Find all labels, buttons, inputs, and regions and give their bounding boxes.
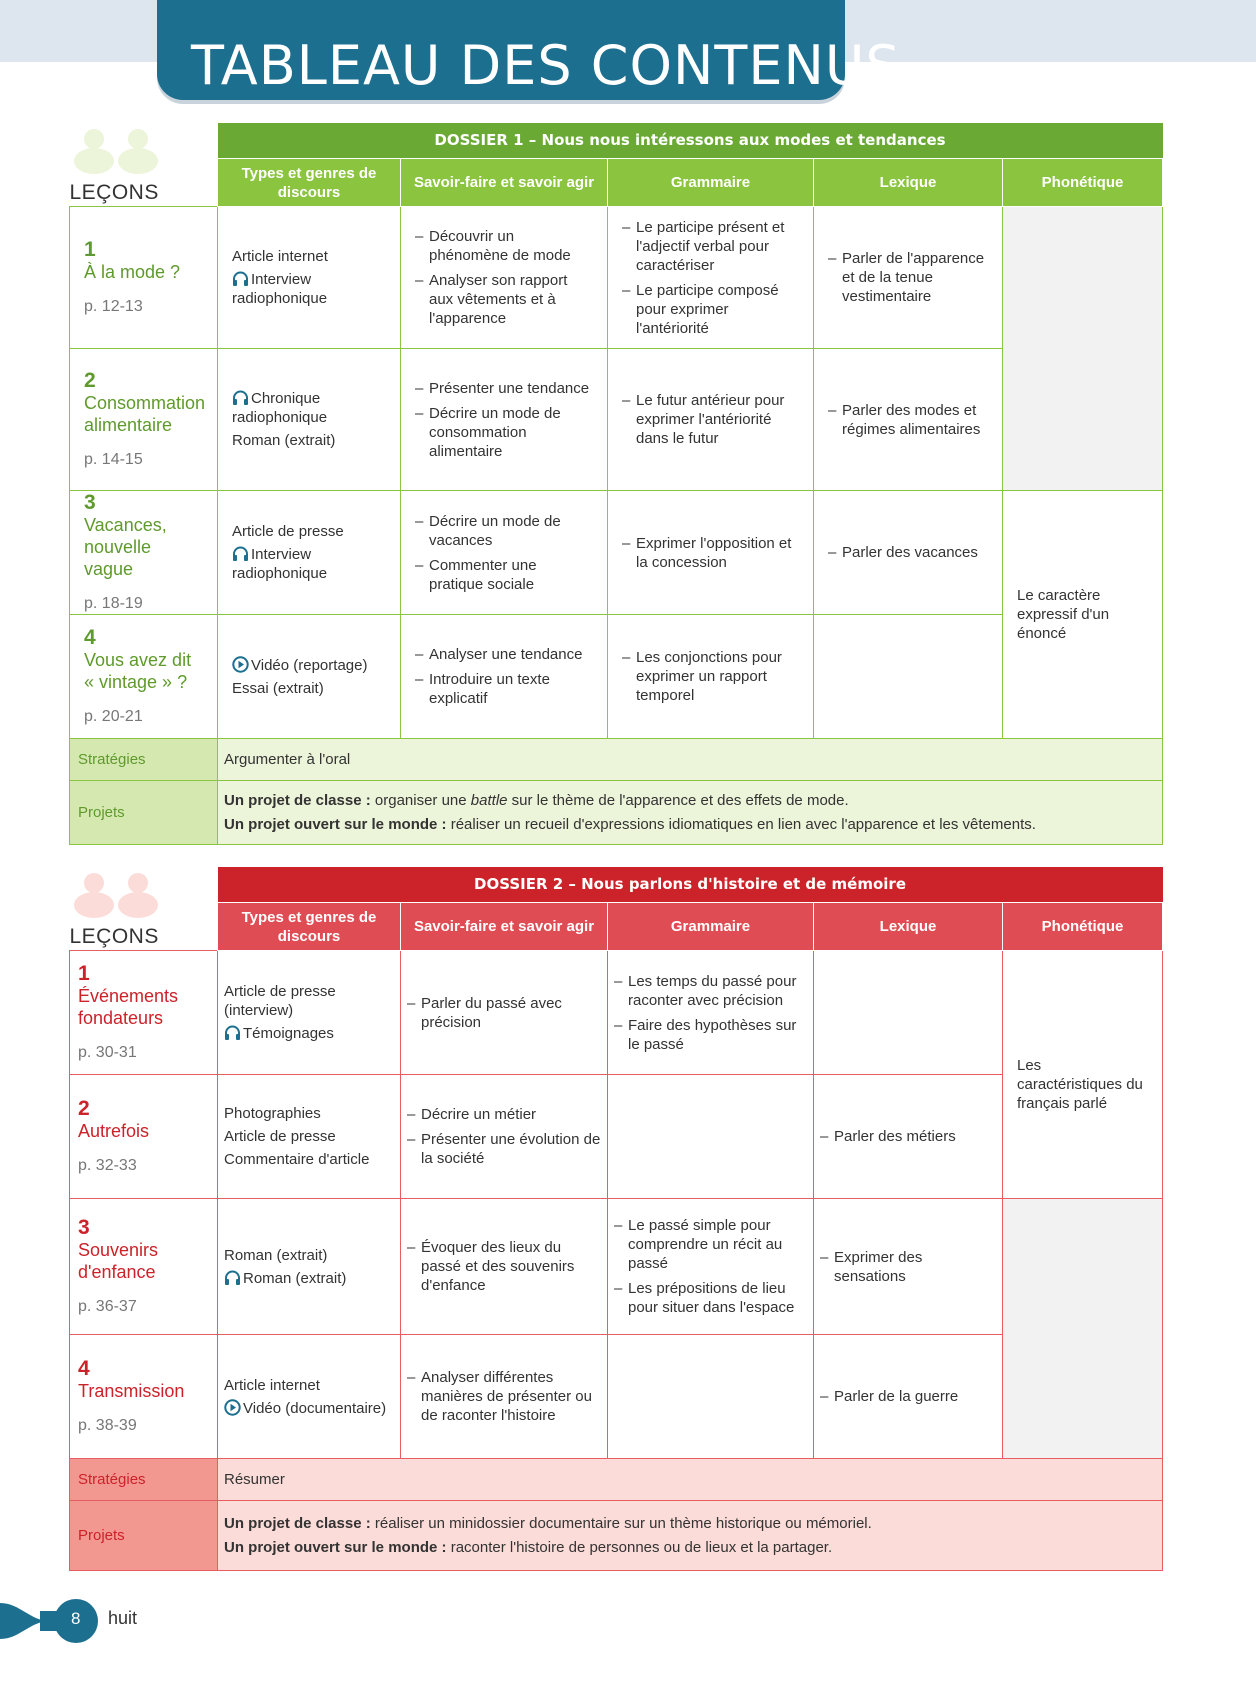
- col-savoir: Savoir-faire et savoir agir: [401, 159, 608, 207]
- savoir-item: – Présenter une tendance: [415, 379, 593, 398]
- grammaire-item: – Le futur antérieur pour exprimer l'antériorité dans le futur: [622, 391, 799, 448]
- table-row: [70, 1335, 1163, 1459]
- strategies-text: Résumer: [218, 1459, 1163, 1501]
- lesson-cell: [70, 1199, 218, 1335]
- col-types: Types et genres de discours: [218, 159, 401, 207]
- types-item-text: Témoignages: [243, 1025, 334, 1042]
- col-grammaire: Grammaire: [608, 159, 814, 207]
- lesson-number: 4: [78, 1357, 90, 1380]
- grammaire-cell: [608, 951, 814, 1075]
- savoir-cell: [401, 951, 608, 1075]
- lecons-label: LEÇONS: [69, 181, 159, 204]
- savoir-item: – Commenter une pratique sociale: [415, 556, 593, 594]
- headphones-icon: [224, 1025, 241, 1041]
- savoir-item: – Analyser différentes manières de présenter ou de raconter l'histoire: [407, 1368, 601, 1425]
- page-number-blob: [0, 1597, 110, 1645]
- table-row: [70, 615, 1163, 739]
- types-item-text: Roman (extrait): [243, 1269, 347, 1287]
- lexique-cell: [814, 1199, 1003, 1335]
- grammaire-cell: [608, 207, 814, 349]
- strategies-label: Stratégies: [70, 1459, 218, 1501]
- types-item: Article internet: [232, 248, 328, 265]
- types-cell: [218, 349, 401, 491]
- projet-monde: [224, 1536, 1156, 1560]
- lesson-pages: p. 38-39: [78, 1417, 137, 1434]
- lecons-label: LEÇONS: [69, 925, 159, 948]
- lesson-title: nouvelle vague: [84, 537, 152, 579]
- savoir-item: – Analyser une tendance: [415, 645, 593, 664]
- projet-monde-label: Un projet ouvert sur le monde :: [224, 815, 447, 833]
- projet-monde: [224, 813, 1156, 837]
- types-cell: [218, 491, 401, 615]
- types-item-text: Vidéo (documentaire): [243, 1399, 387, 1417]
- savoir-item: – Présenter une évolution de la société: [407, 1130, 601, 1168]
- types-item-text: Interview radiophonique: [232, 546, 328, 582]
- grammaire-item: – Faire des hypothèses sur le passé: [614, 1016, 807, 1054]
- projet-monde-text: raconter l'histoire de personnes ou de lieux et la partager.: [446, 1538, 833, 1556]
- lexique-cell: [814, 207, 1003, 349]
- lesson-title: alimentaire: [84, 415, 173, 435]
- lecons-deco-icon: [72, 869, 162, 919]
- strategies-label: Stratégies: [70, 739, 218, 781]
- grammaire-cell: [608, 1335, 814, 1459]
- grammaire-item: – Le passé simple pour comprendre un récit au passé: [614, 1216, 807, 1273]
- table-row: [70, 1199, 1163, 1335]
- lesson-cell: [70, 615, 218, 739]
- grammaire-item: – Le participe composé pour exprimer l'antériorité: [622, 281, 799, 338]
- types-item: Roman (extrait): [224, 1246, 328, 1264]
- lesson-number: 3: [78, 1216, 90, 1239]
- lesson-cell: [70, 349, 218, 491]
- phonetique-cell: [1003, 491, 1163, 739]
- col-lexique: Lexique: [814, 159, 1003, 207]
- play-video-icon: [224, 1399, 241, 1416]
- phonetique-text: Le caractère expressif d'un énoncé: [1017, 587, 1110, 642]
- types-item: Roman (extrait): [232, 432, 336, 449]
- lesson-pages: p. 36-37: [78, 1298, 137, 1315]
- lexique-cell: [814, 1335, 1003, 1459]
- col-savoir: Savoir-faire et savoir agir: [401, 903, 608, 951]
- types-item-text: Chronique radiophonique: [232, 390, 328, 426]
- lexique-cell: [814, 349, 1003, 491]
- grammaire-cell: [608, 349, 814, 491]
- types-item: Article de presse: [232, 523, 344, 540]
- lesson-number: 4: [84, 626, 96, 649]
- types-item: Article internet: [224, 1376, 320, 1394]
- types-item-audio: [232, 389, 386, 427]
- projets-row: [70, 1501, 1163, 1571]
- grammaire-item: – Les prépositions de lieu pour situer dans l'espace: [614, 1279, 807, 1317]
- table-row: [70, 491, 1163, 615]
- dossier-1: [69, 123, 1162, 845]
- lesson-number: 2: [84, 369, 96, 392]
- grammaire-cell: [608, 1075, 814, 1199]
- phonetique-cell-empty: [1003, 207, 1163, 491]
- dossier-title: DOSSIER 2 – Nous parlons d'histoire et de mémoire: [218, 867, 1163, 903]
- savoir-cell: [401, 1199, 608, 1335]
- projet-classe-text: sur le thème de l'apparence et des effets de mode.: [507, 791, 849, 809]
- types-cell: [218, 1199, 401, 1335]
- projet-classe: [224, 789, 1156, 813]
- page-word: huit: [108, 1608, 138, 1628]
- lexique-item: – Exprimer des sensations: [820, 1248, 996, 1286]
- lesson-pages: p. 30-31: [78, 1044, 137, 1061]
- projet-classe-text: réaliser un minidossier documentaire sur un thème historique ou mémoriel.: [370, 1514, 872, 1532]
- savoir-cell: [401, 1335, 608, 1459]
- col-types: Types et genres de discours: [218, 903, 401, 951]
- types-item: Essai (extrait): [232, 679, 324, 697]
- headphones-icon: [232, 271, 249, 287]
- lesson-title: Événements: [78, 986, 179, 1006]
- lexique-item: – Parler de l'apparence et de la tenue vestimentaire: [828, 249, 988, 306]
- projet-classe-label: Un projet de classe :: [224, 791, 371, 809]
- projet-classe-emphasis: battle: [470, 791, 508, 809]
- types-item-audio: [232, 270, 386, 308]
- table-row: [70, 207, 1163, 349]
- projets-label: Projets: [70, 781, 218, 845]
- types-item: Article de presse: [224, 1128, 336, 1145]
- lesson-title: fondateurs: [78, 1008, 164, 1028]
- lexique-cell: [814, 491, 1003, 615]
- lesson-title: « vintage » ?: [84, 672, 188, 692]
- grammaire-item: – Le participe présent et l'adjectif verbal pour caractériser: [622, 218, 799, 275]
- projet-classe-label: Un projet de classe :: [224, 1514, 371, 1532]
- lesson-number: 1: [78, 962, 90, 985]
- phonetique-cell-empty: [1003, 1199, 1163, 1459]
- projets-cell: [218, 781, 1163, 845]
- lexique-cell: [814, 951, 1003, 1075]
- page-title: TABLEAU DES CONTENUS: [191, 34, 901, 97]
- lecons-deco-icon: [72, 125, 162, 175]
- savoir-item: – Décrire un mode de consommation alimentaire: [415, 404, 593, 461]
- projets-row: [70, 781, 1163, 845]
- lexique-item: – Parler des métiers: [820, 1127, 996, 1146]
- savoir-item: – Parler du passé avec précision: [407, 994, 601, 1032]
- lesson-pages: p. 14-15: [84, 451, 143, 468]
- lesson-pages: p. 18-19: [84, 595, 143, 612]
- lexique-item: – Parler de la guerre: [820, 1387, 996, 1406]
- types-cell: [218, 1075, 401, 1199]
- lesson-title: Transmission: [78, 1381, 185, 1401]
- lesson-cell: [70, 951, 218, 1075]
- projets-cell: [218, 1501, 1163, 1571]
- headphones-icon: [232, 546, 249, 562]
- projet-classe-text: organiser une: [370, 791, 471, 809]
- table-row: [70, 349, 1163, 491]
- lesson-pages: p. 12-13: [84, 298, 143, 315]
- types-cell: [218, 951, 401, 1075]
- play-video-icon: [232, 656, 249, 673]
- dossier-title: DOSSIER 1 – Nous nous intéressons aux modes et tendances: [218, 123, 1163, 159]
- dossier-2: [69, 867, 1162, 1571]
- strategies-row: [70, 1459, 1163, 1501]
- lesson-title: Vous avez dit: [84, 650, 192, 670]
- lesson-number: 1: [84, 238, 96, 261]
- lesson-cell: [70, 1335, 218, 1459]
- col-phonetique: Phonétique: [1003, 903, 1163, 951]
- types-item: Article de presse (interview): [224, 983, 336, 1019]
- grammaire-item: – Les temps du passé pour raconter avec précision: [614, 972, 807, 1010]
- phonetique-cell: [1003, 951, 1163, 1199]
- savoir-item: – Analyser son rapport aux vêtements et à l'apparence: [415, 271, 593, 328]
- savoir-item: – Découvrir un phénomène de mode: [415, 227, 593, 265]
- page-number: 8: [71, 1609, 81, 1628]
- savoir-item: – Introduire un texte explicatif: [415, 670, 593, 708]
- lesson-pages: p. 20-21: [84, 708, 143, 725]
- lesson-cell: [70, 207, 218, 349]
- table-row: [70, 1075, 1163, 1199]
- col-lexique: Lexique: [814, 903, 1003, 951]
- types-item-video: [224, 1399, 394, 1418]
- types-item-audio: [232, 545, 386, 583]
- projet-monde-text: réaliser un recueil d'expressions idiomatiques en lien avec l'apparence et les vêtements.: [446, 815, 1036, 833]
- types-item: Commentaire d'article: [224, 1151, 370, 1168]
- col-grammaire: Grammaire: [608, 903, 814, 951]
- strategies-row: [70, 739, 1163, 781]
- lesson-pages: p. 32-33: [78, 1157, 137, 1174]
- types-item: Photographies: [224, 1105, 321, 1122]
- lesson-title: Vacances,: [84, 515, 167, 535]
- grammaire-cell: [608, 1199, 814, 1335]
- savoir-item: – Décrire un mode de vacances: [415, 512, 593, 550]
- types-item-audio: [224, 1269, 394, 1288]
- types-item-audio: [224, 1024, 394, 1043]
- projet-classe: [224, 1512, 1156, 1536]
- lexique-cell: [814, 1075, 1003, 1199]
- grammaire-item: – Exprimer l'opposition et la concession: [622, 534, 799, 572]
- lesson-title: À la mode ?: [84, 262, 181, 282]
- strategies-text: Argumenter à l'oral: [218, 739, 1163, 781]
- headphones-icon: [232, 390, 249, 406]
- lecons-header: [70, 867, 218, 951]
- lesson-title: Souvenirs: [78, 1240, 159, 1260]
- types-item-video: [232, 656, 386, 675]
- phonetique-text: Les caractéristiques du français parlé: [1017, 1057, 1143, 1112]
- lexique-item: – Parler des modes et régimes alimentaires: [828, 401, 988, 439]
- savoir-cell: [401, 615, 608, 739]
- lesson-title: Consommation: [84, 393, 206, 413]
- projets-label: Projets: [70, 1501, 218, 1571]
- savoir-item: – Décrire un métier: [407, 1105, 601, 1124]
- lesson-cell: [70, 1075, 218, 1199]
- lesson-cell: [70, 491, 218, 615]
- savoir-cell: [401, 207, 608, 349]
- types-item-text: Interview radiophonique: [232, 271, 328, 307]
- lesson-title: Autrefois: [78, 1121, 150, 1141]
- savoir-item: – Évoquer des lieux du passé et des souvenirs d'enfance: [407, 1238, 601, 1295]
- types-item-text: Vidéo (reportage): [251, 656, 368, 674]
- lecons-header: [70, 123, 218, 207]
- lexique-cell: [814, 615, 1003, 739]
- projet-monde-label: Un projet ouvert sur le monde :: [224, 1538, 447, 1556]
- title-tab: [157, 0, 901, 100]
- grammaire-cell: [608, 615, 814, 739]
- types-cell: [218, 207, 401, 349]
- lesson-title: d'enfance: [78, 1262, 156, 1282]
- grammaire-item: – Les conjonctions pour exprimer un rapport temporel: [622, 648, 799, 705]
- grammaire-cell: [608, 491, 814, 615]
- savoir-cell: [401, 491, 608, 615]
- lesson-number: 2: [78, 1097, 90, 1120]
- headphones-icon: [224, 1270, 241, 1286]
- savoir-cell: [401, 1075, 608, 1199]
- lexique-item: – Parler des vacances: [828, 543, 988, 562]
- types-cell: [218, 615, 401, 739]
- col-phonetique: Phonétique: [1003, 159, 1163, 207]
- types-cell: [218, 1335, 401, 1459]
- savoir-cell: [401, 349, 608, 491]
- lesson-number: 3: [84, 491, 96, 514]
- table-row: [70, 951, 1163, 1075]
